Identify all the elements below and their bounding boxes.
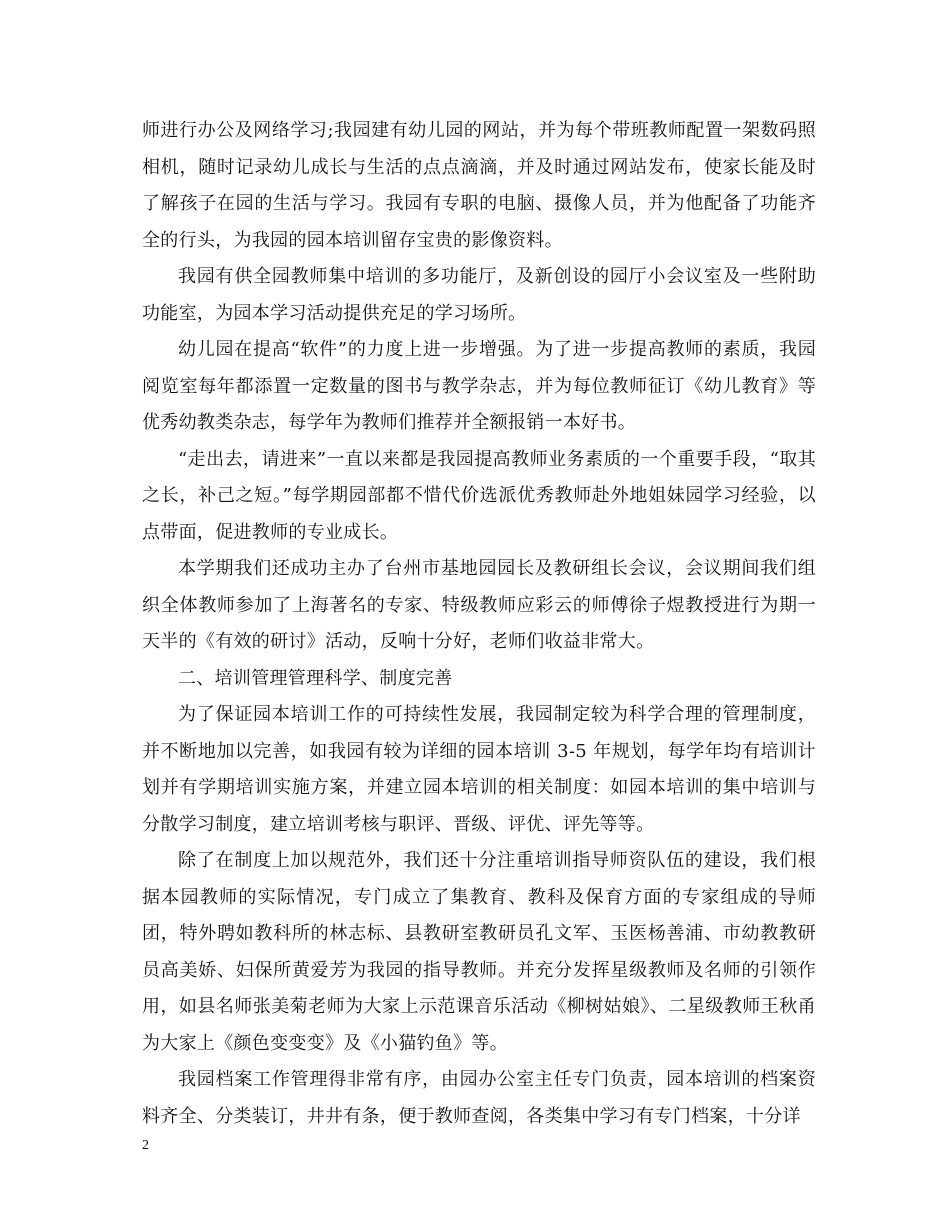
paragraph-1: 师进行办公及网络学习;我园建有幼儿园的网站，并为每个带班教师配置一架数码照相机，随时记录幼儿成长与生活的点点滴滴，并及时通过网站发布，使家长能及时了解孩子在园的生活与学习。我园有专职的电脑、摄像人员，并为他配备了功能齐全的行头，为我园的园本培训留存宝贵的影像资料。 (142, 120, 816, 251)
paragraph-4: “走出去，请进来”一直以来都是我园提高教师业务素质的一个重要手段，“取其之长，补己之短。”每学期园部都不惜代价选派优秀教师赴外地姐妹园学习经验，以点带面，促进教师的专业成长。 (142, 448, 816, 543)
section-heading: 二、培训管理管理科学、制度完善 (178, 667, 453, 689)
paragraph-6: 为了保证园本培训工作的可持续性发展，我园制定较为科学合理的管理制度，并不断地加以完善，如我园有较为详细的园本培训 3-5 年规划，每学年均有培训计划并有学期培训实施方案，并建立园本培训的相关制度：如园本培训的集中培训与分散学习制度，建立培训考核与职评、晋级、评优、评先等等。 (142, 704, 816, 835)
paragraph-8: 我园档案工作管理得非常有序，由园办公室主任专门负责，园本培训的档案资料齐全、分类装订，井井有条，便于教师查阅，各类集中学习有专门档案，十分详 (142, 1069, 816, 1127)
paragraph-3: 幼儿园在提高“软件”的力度上进一步增强。为了进一步提高教师的素质，我园阅览室每年都添置一定数量的图书与教学杂志，并为每位教师征订《幼儿教育》等优秀幼教类杂志，每学年为教师们推荐并全额报销一本好书。 (142, 339, 816, 433)
page-number: 2 (142, 1138, 149, 1153)
document-body (142, 113, 816, 1135)
paragraph-2: 我园有供全园教师集中培训的多功能厅，及新创设的园厅小会议室及一些附助功能室，为园本学习活动提供充足的学习场所。 (142, 266, 816, 324)
paragraph-5: 本学期我们还成功主办了台州市基地园园长及教研组长会议，会议期间我们组织全体教师参加了上海著名的专家、特级教师应彩云的师傅徐子煜教授进行为期一天半的《有效的研讨》活动，反响十分好，老师们收益非常大。 (142, 558, 816, 652)
paragraph-7: 除了在制度上加以规范外，我们还十分注重培训指导师资队伍的建设，我们根据本园教师的实际情况，专门成立了集教育、教科及保育方面的专家组成的导师团，特外聘如教科所的林志标、县教研室教研员孔文军、玉医杨善浦、市幼教教研员高美娇、妇保所黄爱芳为我园的指导教师。并充分发挥星级教师及名师的引领作用，如县名师张美菊老师为大家上示范课音乐活动《柳树姑娘》、二星级教师王秋甬为大家上《颜色变变变》及《小猫钓鱼》等。 (142, 850, 816, 1054)
